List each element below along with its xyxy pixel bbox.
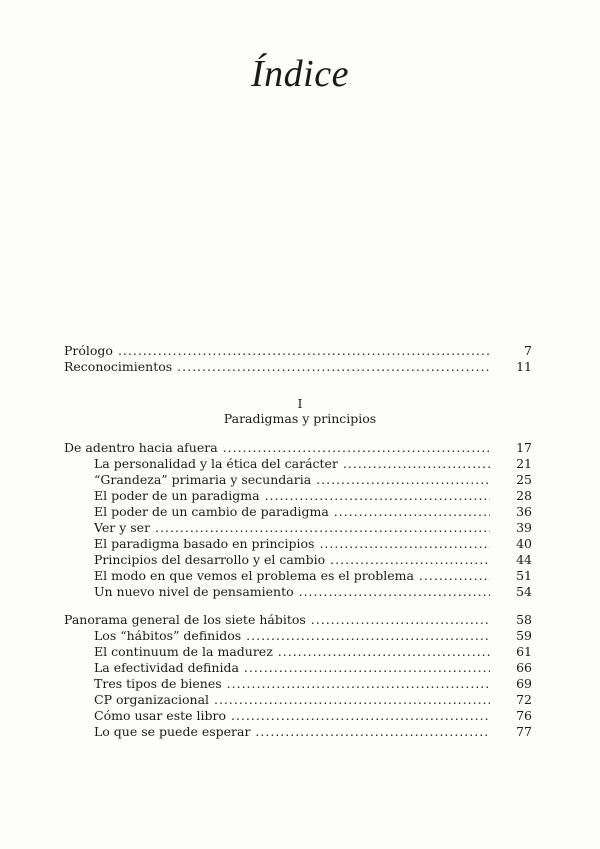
toc-entry-page: 72 xyxy=(516,692,532,707)
toc-entry-label: Cómo usar este libro ..... xyxy=(94,708,490,724)
toc-entry-label: Prólogo ..... xyxy=(64,343,490,359)
toc-entry-page: 54 xyxy=(516,584,532,599)
toc-entry-label: Lo que se puede esperar ..... xyxy=(94,724,490,740)
toc-entry-label: El continuum de la madurez ..... xyxy=(94,644,490,660)
toc-entry-page: 58 xyxy=(516,612,532,627)
toc-entry-page: 36 xyxy=(516,504,532,519)
toc-entry-label: La personalidad y la ética del carácter ..... xyxy=(94,456,490,472)
toc-entry-label: Principios del desarrollo y el cambio ..... xyxy=(94,552,490,568)
toc-entry-label: El modo en que vemos el problema es el problema ..... xyxy=(94,568,490,584)
toc-entry-label: Tres tipos de bienes ..... xyxy=(94,676,490,692)
toc-entry-page: 39 xyxy=(516,520,532,535)
toc-entry-page: 59 xyxy=(516,628,532,643)
toc-subentry[interactable] xyxy=(64,488,542,504)
part-title: Paradigmas y principios xyxy=(223,411,377,426)
toc-entry-page: 11 xyxy=(516,359,532,374)
toc-subentry[interactable] xyxy=(64,628,542,644)
toc-subentry[interactable] xyxy=(64,504,542,520)
toc-entry-page: 17 xyxy=(516,440,532,455)
chapter-2-list xyxy=(64,612,542,740)
toc-entry-page: 44 xyxy=(516,552,532,567)
toc-entry-page: 7 xyxy=(524,343,532,358)
toc-entry-page: 40 xyxy=(516,536,532,551)
toc-subentry[interactable] xyxy=(64,676,542,692)
toc-subentry[interactable] xyxy=(64,552,542,568)
toc-entry-page: 61 xyxy=(516,644,532,659)
toc-subentry[interactable] xyxy=(64,660,542,676)
toc-subentry[interactable] xyxy=(64,536,542,552)
toc-entry-label: CP organizacional ..... xyxy=(94,692,490,708)
toc-entry-label: Panorama general de los siete hábitos ..... xyxy=(64,612,490,628)
toc-entry-page: 28 xyxy=(516,488,532,503)
toc-subentry[interactable] xyxy=(64,472,542,488)
toc-entry-label: El poder de un cambio de paradigma ..... xyxy=(94,504,490,520)
toc-subentry[interactable] xyxy=(64,584,542,600)
toc-subentry[interactable] xyxy=(64,520,542,536)
toc-chapter-entry[interactable] xyxy=(64,440,542,456)
part-number: I xyxy=(297,396,303,411)
toc-subentry[interactable] xyxy=(64,456,542,472)
toc-entry-label: El poder de un paradigma ..... xyxy=(94,488,490,504)
toc-entry-page: 25 xyxy=(516,472,532,487)
toc-subentry[interactable] xyxy=(64,692,542,708)
toc-entry-label: El paradigma basado en principios ..... xyxy=(94,536,490,552)
toc-entry-label: “Grandeza” primaria y secundaria ..... xyxy=(94,472,490,488)
page-title: Índice xyxy=(251,53,349,95)
toc-entry-page: 69 xyxy=(516,676,532,691)
toc-entry-label: Reconocimientos ..... xyxy=(64,359,490,375)
toc-entry-reconocimientos[interactable] xyxy=(64,359,542,375)
toc-chapter-entry[interactable] xyxy=(64,612,542,628)
chapter-1-list xyxy=(64,440,542,600)
toc-entry-prologo[interactable] xyxy=(64,343,542,359)
toc-subentry[interactable] xyxy=(64,568,542,584)
toc-entry-label: Los “hábitos” definidos ..... xyxy=(94,628,490,644)
toc-entry-page: 77 xyxy=(516,724,532,739)
toc-subentry[interactable] xyxy=(64,644,542,660)
toc-entry-label: De adentro hacia afuera ..... xyxy=(64,440,490,456)
toc-entry-label: Un nuevo nivel de pensamiento ..... xyxy=(94,584,490,600)
toc-entry-label: Ver y ser ..... xyxy=(94,520,490,536)
toc-entry-page: 76 xyxy=(516,708,532,723)
toc-entry-page: 66 xyxy=(516,660,532,675)
toc-subentry[interactable] xyxy=(64,724,542,740)
front-matter-list xyxy=(64,343,542,375)
toc-entry-page: 21 xyxy=(516,456,532,471)
toc-entry-label: La efectividad definida ..... xyxy=(94,660,490,676)
toc-entry-page: 51 xyxy=(516,568,532,583)
toc-subentry[interactable] xyxy=(64,708,542,724)
